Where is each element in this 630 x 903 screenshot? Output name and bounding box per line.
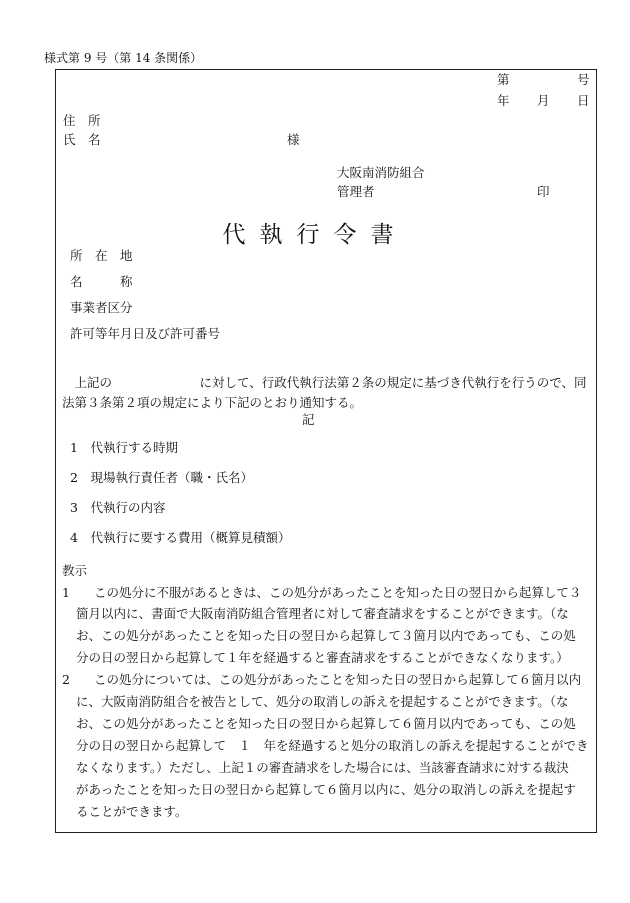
name-label: 氏 名 <box>63 132 101 147</box>
address-label: 住 所 <box>63 113 101 128</box>
date-month: 月 <box>537 93 550 108</box>
field-location-label: 所 在 地 <box>70 248 133 263</box>
item-number: 4 <box>70 530 78 545</box>
ki-heading: 記 <box>302 412 315 427</box>
field-business-category-label: 事業者区分 <box>70 300 133 315</box>
instruction-heading: 教示 <box>62 563 88 578</box>
form-number-label: 様式第 9 号（第 14 条関係） <box>44 51 203 65</box>
list-item <box>70 442 178 455</box>
instruction-item-2-number: 2 <box>62 672 70 687</box>
issuer-organization: 大阪南消防組合 <box>337 165 425 180</box>
doc-number-dai: 第 <box>497 72 510 87</box>
doc-number-go: 号 <box>577 72 590 87</box>
instruction-item-2-line: ることができます。 <box>76 804 188 819</box>
issuer-manager: 管理者 <box>337 184 375 199</box>
list-item <box>70 472 253 485</box>
instruction-item-2-line: に、大阪南消防組合を被告として、処分の取消しの訴えを提起することができます。（な <box>76 694 569 709</box>
date-year: 年 <box>497 93 510 108</box>
instruction-item-1-line: お、この処分があったことを知った日の翌日から起算して３箇月以内であっても、この処 <box>76 628 576 643</box>
honorific-sama: 様 <box>287 132 300 147</box>
field-permit-label: 許可等年月日及び許可番号 <box>70 326 221 341</box>
field-name-label: 名 称 <box>70 274 133 289</box>
instruction-item-1-number: 1 <box>62 585 70 600</box>
item-label: 代執行に要する費用（概算見積額） <box>90 530 291 545</box>
list-item <box>70 502 165 515</box>
instruction-item-1-line: 箇月以内に、書面で大阪南消防組合管理者に対して審査請求をすることができます。（な <box>76 606 569 621</box>
instruction-item-1-line: 分の日の翌日から起算して１年を経過すると審査請求をすることができなくなります。） <box>76 650 569 665</box>
instruction-item-2-line: なくなります。）ただし、上記１の審査請求をした場合には、当該審査請求に対する裁決 <box>76 760 569 775</box>
item-number: 2 <box>70 470 78 485</box>
item-number: 1 <box>70 440 78 455</box>
item-label: 代執行の内容 <box>90 500 166 515</box>
item-number: 3 <box>70 500 78 515</box>
instruction-item-2-line: お、この処分があったことを知った日の翌日から起算して６箇月以内であっても、この処 <box>76 716 576 731</box>
list-item <box>70 532 290 545</box>
instruction-item-2-line: この処分については、この処分があったことを知った日の翌日から起算して６箇月以内 <box>94 672 582 687</box>
date-day: 日 <box>577 93 590 108</box>
instruction-item-2-line: 分の日の翌日から起算して １ 年を経過すると処分の取消しの訴えを提起することができ <box>76 738 589 753</box>
item-label: 代執行する時期 <box>90 440 178 455</box>
instruction-item-2-line: があったことを知った日の翌日から起算して６箇月以内に、処分の取消しの訴えを提起す <box>76 782 576 797</box>
instruction-item-1-line: この処分に不服があるときは、この処分があったことを知った日の翌日から起算して３ <box>94 585 582 600</box>
notice-paragraph: 上記の に対して、行政代執行法第２条の規定に基づき代執行を行うので、同法第３条第２項の規定により下記のとおり通知する。 <box>62 375 587 410</box>
document-title: 代執行令書 <box>222 222 408 248</box>
item-label: 現場執行責任者（職・氏名） <box>90 470 253 485</box>
seal-mark: 印 <box>537 184 550 199</box>
